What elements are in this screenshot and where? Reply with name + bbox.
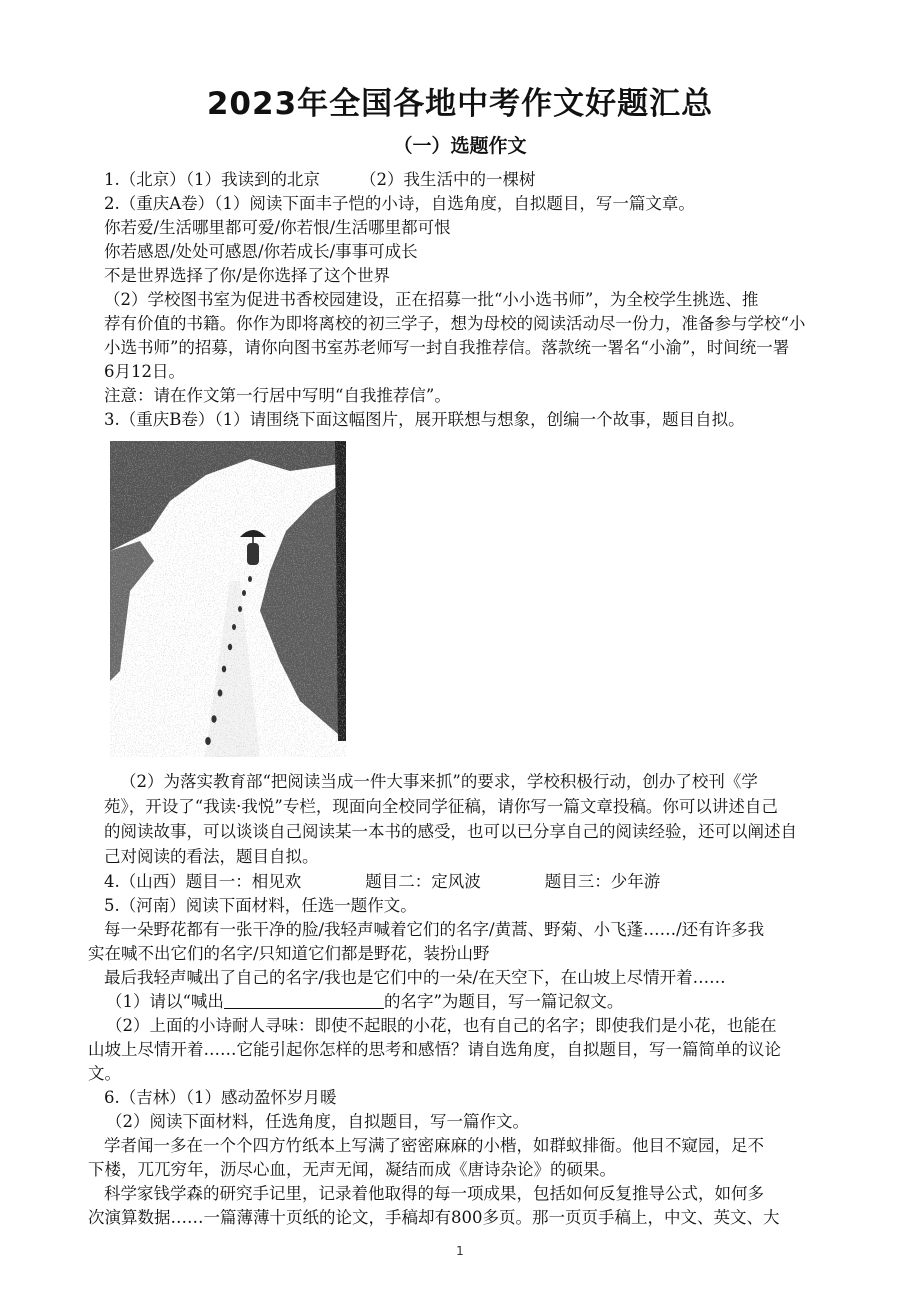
- q2-poem-line-3: 不是世界选择了你/是你选择了这个世界: [104, 266, 391, 285]
- q2-head: 2.（重庆A卷）（1）阅读下面丰子恺的小诗，自选角度，自拟题目，写一篇文章。: [104, 194, 695, 213]
- q2-poem-line-1: 你若爱/生活哪里都可爱/你若恨/生活哪里都可恨: [104, 218, 451, 237]
- q6-material-1-line-2: 下楼，兀兀穷年，沥尽心血，无声无闻，凝结而成《唐诗杂论》的硕果。: [88, 1160, 616, 1179]
- snow-scene-svg: [110, 441, 346, 757]
- q1-line: [104, 168, 536, 192]
- q5-option-2-line-3: 文。: [88, 1064, 121, 1083]
- page-title: 2023年全国各地中考作文好题汇总: [206, 86, 714, 122]
- q6-material-1-line-1: 学者闻一多在一个个四方竹纸本上写满了密密麻麻的小楷，如群蚁排衙。他目不窥园，足不: [104, 1136, 764, 1155]
- q5-option-1-suffix: 的名字”为题目，写一篇记叙文。: [383, 992, 624, 1011]
- q6-material-2-line-2: 次演算数据……一篇薄薄十页纸的论文，手稿却有800多页。那一页页手稿上，中文、英文、大: [88, 1208, 780, 1227]
- q3-part2-line-2: 苑》，开设了“我读·我悦”专栏，现面向全校同学征稿，请你写一篇文章投稿。你可以讲述自己: [104, 797, 778, 816]
- q5-option-1: [106, 990, 623, 1014]
- q2-poem-line-2: 你若感恩/处处可感恩/你若成长/事事可成长: [104, 242, 418, 261]
- q2-note: 注意：请在作文第一行居中写明“自我推荐信”。: [104, 386, 451, 405]
- q3-part2-line-3: 的阅读故事，可以谈谈自己阅读某一本书的感受，也可以已分享自己的阅读经验，还可以阐述自: [104, 822, 797, 841]
- q2-part2-line-1: （2）学校图书室为促进书香校园建设，正在招募一批“小小选书师”，为全校学生挑选、推: [104, 290, 759, 309]
- q4-line: [104, 870, 660, 894]
- q3-head: 3.（重庆B卷）（1）请围绕下面这幅图片，展开联想与想象，创编一个故事，题目自拟。: [104, 410, 745, 429]
- q5-option-1-prefix: （1）请以“喊出: [106, 992, 224, 1011]
- fill-in-blank: [224, 992, 384, 1009]
- q3-part2-line-1: （2）为落实教育部“把阅读当成一件大事来抓”的要求，学校积极行动，创办了校刊《学: [120, 772, 758, 791]
- q4-topic-3: 题目三：少年游: [544, 872, 661, 891]
- page-number: 1: [456, 1244, 464, 1258]
- q5-option-2-line-1: （2）上面的小诗耐人寻味：即使不起眼的小花，也有自己的名字；即使我们是小花，也能在: [106, 1016, 777, 1035]
- snow-path-illustration: [110, 441, 346, 757]
- q2-part2-line-4: 6月12日。: [104, 362, 185, 381]
- q5-material-line-2: 实在喊不出它们的名字/只知道它们都是野花，装扮山野: [88, 944, 490, 963]
- q2-part2-line-2: 荐有价值的书籍。你作为即将离校的初三学子，想为母校的阅读活动尽一份力，准备参与学校“小: [104, 314, 806, 333]
- q5-material-line-3: 最后我轻声喊出了自己的名字/我也是它们中的一朵/在天空下，在山坡上尽情开着……: [104, 968, 726, 987]
- q3-part2-line-4: 己对阅读的看法，题目自拟。: [104, 847, 319, 866]
- q6-material-2-line-1: 科学家钱学森的研究手记里，记录着他取得的每一项成果，包括如何反复推导公式，如何多: [104, 1184, 764, 1203]
- q6-head: 6.（吉林）（1）感动盈怀岁月暖: [104, 1088, 337, 1107]
- q5-material-line-1: 每一朵野花都有一张干净的脸/我轻声喊着它们的名字/黄蒿、野菊、小飞蓬……/还有许多我: [104, 920, 765, 939]
- q4-topic-1: 4.（山西）题目一：相见欢: [104, 872, 302, 891]
- q2-part2-line-3: 小选书师”的招募，请你向图书室苏老师写一封自我推荐信。落款统一署名“小渝”，时间统一署: [104, 338, 790, 357]
- q4-topic-2: 题目二：定风波: [365, 872, 481, 891]
- q5-head: 5.（河南）阅读下面材料，任选一题作文。: [104, 896, 417, 915]
- q5-option-2-line-2: 山坡上尽情开着……它能引起你怎样的思考和感悟？请自选角度，自拟题目，写一篇简单的议论: [88, 1040, 781, 1059]
- section-heading: （一）选题作文: [393, 135, 527, 157]
- q1-option-1: 1.（北京）（1）我读到的北京: [104, 170, 320, 189]
- q6-part2: （2）阅读下面材料，任选角度，自拟题目，写一篇作文。: [106, 1112, 529, 1131]
- q1-option-2: （2）我生活中的一棵树: [360, 170, 536, 189]
